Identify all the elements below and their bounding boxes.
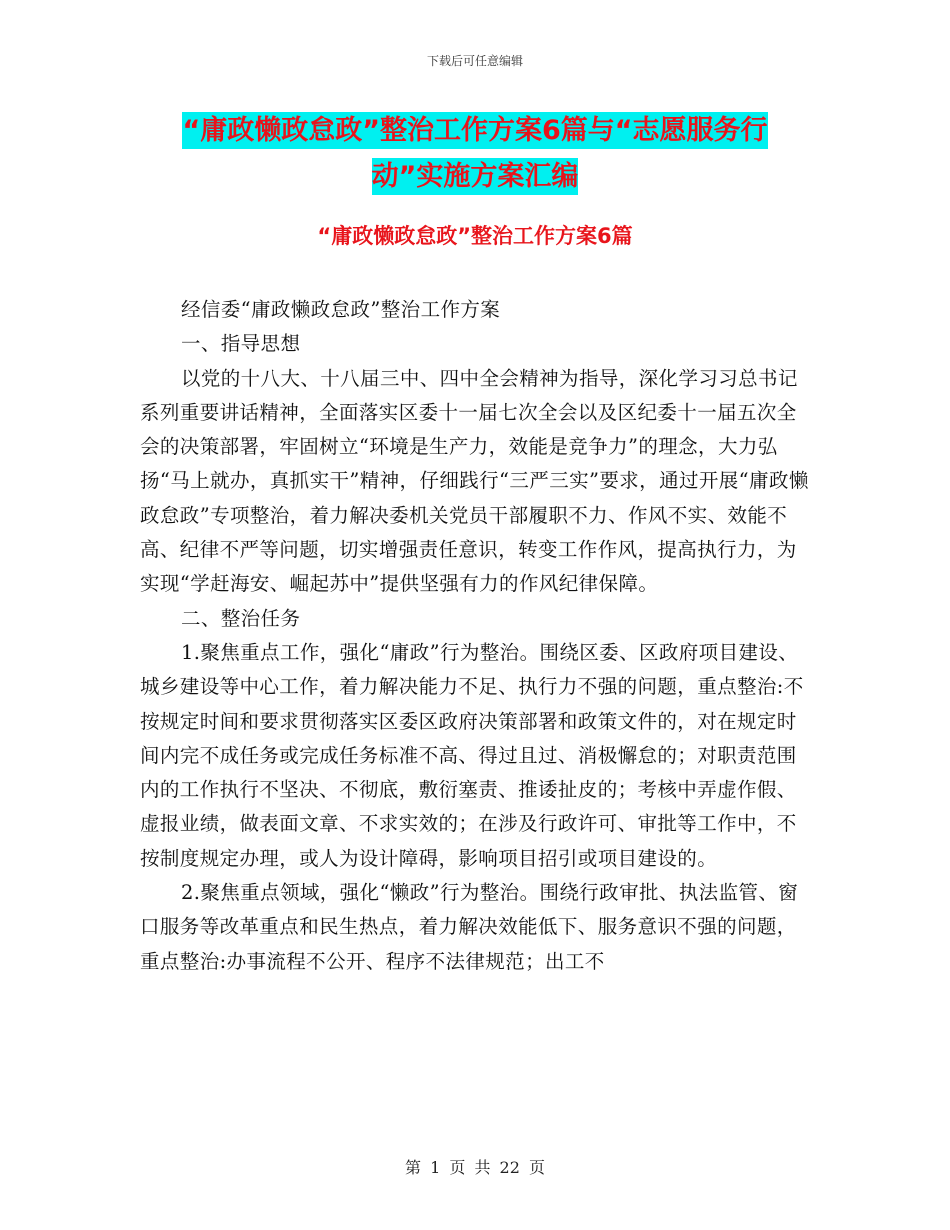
section-heading-tasks: 二、整治任务 xyxy=(180,606,301,630)
title-line-1: “庸政懒政怠政”整治工作方案6篇与“志愿服务行 xyxy=(182,112,767,149)
section-title: “庸政懒政怠政”整治工作方案6篇 xyxy=(317,224,633,248)
paragraph-guiding-thought: 以党的十八大、十八届三中、四中全会精神为指导，深化学习习总书记系列重要讲话精神，全面落实区委十一届七次全会以及区纪委十一届五次全会的决策部署，牢固树立“环境是生产力，效能是竞争力”的理念，大力弘扬“马上就办，真抓实干”精神，仔细践行“三严三实”要求，通过开展“庸政懒政怠政”专项整治，着力解决委机关党员干部履职不力、作风不实、效能不高、纪律不严等问题，切实增强责任意识，转变工作作风，提高执行力，为实现“学赶海安、崛起苏中”提供坚强有力的作风纪律保障。 xyxy=(140,366,809,596)
page-footer: 第 1 页 共 22 页 xyxy=(405,1158,545,1177)
document-title xyxy=(140,108,810,200)
title-line-2: 动”实施方案汇编 xyxy=(372,158,579,195)
header-note: 下载后可任意编辑 xyxy=(426,54,523,68)
paragraph-task-1: 1.聚焦重点工作，强化“庸政”行为整治。围绕区委、区政府项目建设、城乡建设等中心工作，着力解决能力不足、执行力不强的问题，重点整治:不按规定时间和要求贯彻落实区委区政府决策部署和政策文件的，对在规定时间内完不成任务或完成任务标准不高、得过且过、消极懈怠的；对职责范围内的工作执行不坚决、不彻底，敷衍塞责、推诿扯皮的；考核中弄虚作假、虚报业绩，做表面文章、不求实效的；在涉及行政许可、审批等工作中，不按制度规定办理，或人为设计障碍，影响项目招引或项目建设的。 xyxy=(140,640,804,870)
section-heading-guiding-thought: 一、指导思想 xyxy=(180,332,301,356)
paragraph-task-2: 2.聚焦重点领域，强化“懒政”行为整治。围绕行政审批、执法监管、窗口服务等改革重点和民生热点，着力解决效能低下、服务意识不强的问题，重点整治:办事流程不公开、程序不法律规范；出工不 xyxy=(140,881,799,973)
paragraph-heading: 经信委“庸政懒政怠政”整治工作方案 xyxy=(180,298,501,321)
document-body xyxy=(140,293,812,979)
